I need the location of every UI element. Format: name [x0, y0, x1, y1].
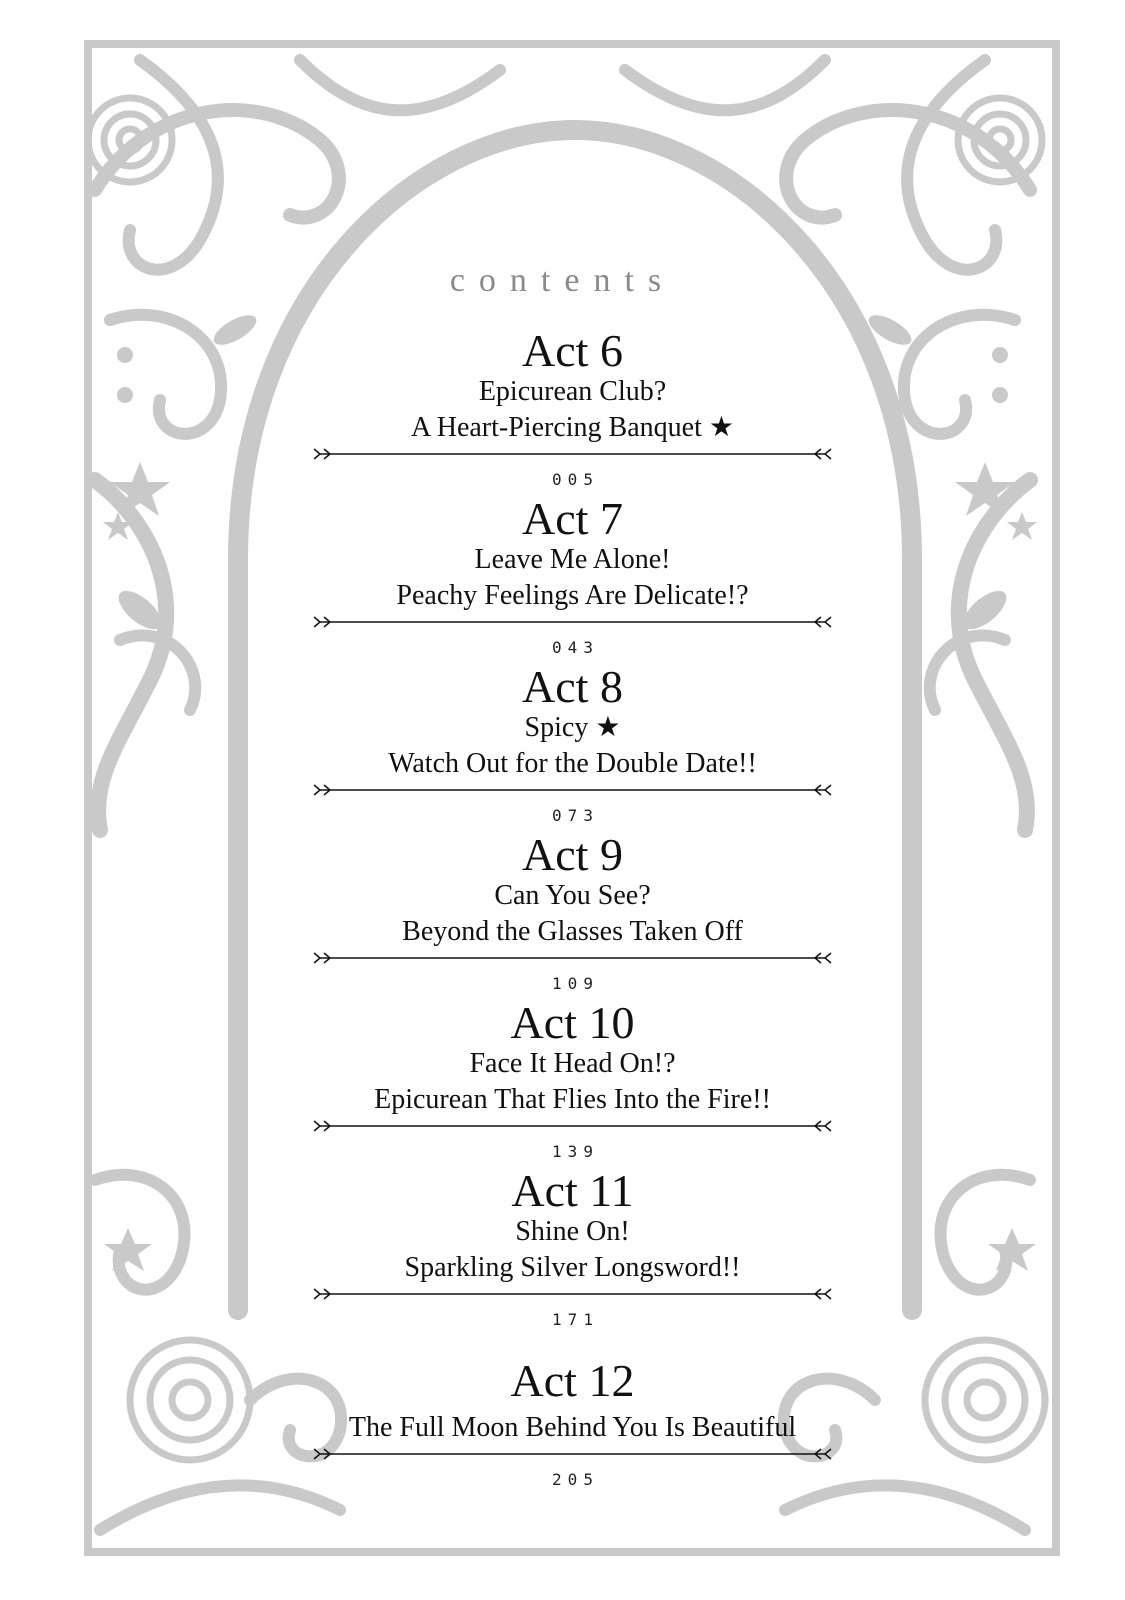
- chapter-subtitle-line-1: Can You See?: [494, 880, 651, 911]
- chapter-subtitle-line-2: Watch Out for the Double Date!!: [388, 748, 757, 779]
- divider-rule: [300, 446, 845, 462]
- chapter-subtitle-line-1: Leave Me Alone!: [474, 544, 671, 575]
- chapter-subtitle-line-2: Epicurean That Flies Into the Fire!!: [374, 1084, 771, 1115]
- divider-rule: [300, 1446, 845, 1462]
- act-title: Act 10: [510, 997, 635, 1048]
- page-number: 043: [552, 638, 599, 657]
- divider-rule: [300, 950, 845, 966]
- toc-entry-act-6[interactable]: [300, 325, 845, 489]
- chapter-subtitle-line-1: Shine On!: [515, 1216, 630, 1247]
- chapter-subtitle-line-1: Face It Head On!?: [469, 1048, 676, 1079]
- chapter-subtitle-line-2: Sparkling Silver Longsword!!: [404, 1252, 741, 1283]
- chapter-subtitle-line-2: The Full Moon Behind You Is Beautiful: [348, 1412, 797, 1443]
- page-number: 005: [552, 470, 599, 489]
- toc-entry-act-9[interactable]: [300, 829, 845, 993]
- chapter-subtitle-line-2: Peachy Feelings Are Delicate!?: [396, 580, 749, 611]
- act-title: Act 8: [522, 661, 623, 712]
- act-title: Act 11: [511, 1165, 634, 1216]
- act-title: Act 7: [522, 493, 623, 544]
- toc-entry-act-10[interactable]: [300, 997, 845, 1161]
- divider-rule: [300, 1118, 845, 1134]
- divider-rule: [300, 1286, 845, 1302]
- page-number: 139: [552, 1142, 599, 1161]
- toc-entry-act-7[interactable]: [300, 493, 845, 657]
- chapter-subtitle-line-1: Spicy ★: [524, 712, 621, 743]
- chapter-subtitle-line-1: Epicurean Club?: [478, 376, 667, 407]
- divider-rule: [300, 614, 845, 630]
- toc-entry-act-12[interactable]: [300, 1355, 845, 1489]
- chapter-subtitle-line-2: Beyond the Glasses Taken Off: [402, 916, 743, 947]
- toc-entry-act-8[interactable]: [300, 661, 845, 825]
- contents-heading: contents: [449, 262, 676, 299]
- page-number: 205: [552, 1470, 599, 1489]
- act-title: Act 9: [522, 829, 623, 880]
- page-number: 171: [552, 1310, 599, 1329]
- toc-entry-act-11[interactable]: [300, 1165, 845, 1329]
- divider-rule: [300, 782, 845, 798]
- act-title: Act 12: [510, 1355, 635, 1406]
- act-title: Act 6: [522, 325, 623, 376]
- page-number: 109: [552, 974, 599, 993]
- page-number: 073: [552, 806, 599, 825]
- chapter-subtitle-line-2: A Heart-Piercing Banquet ★: [411, 412, 734, 443]
